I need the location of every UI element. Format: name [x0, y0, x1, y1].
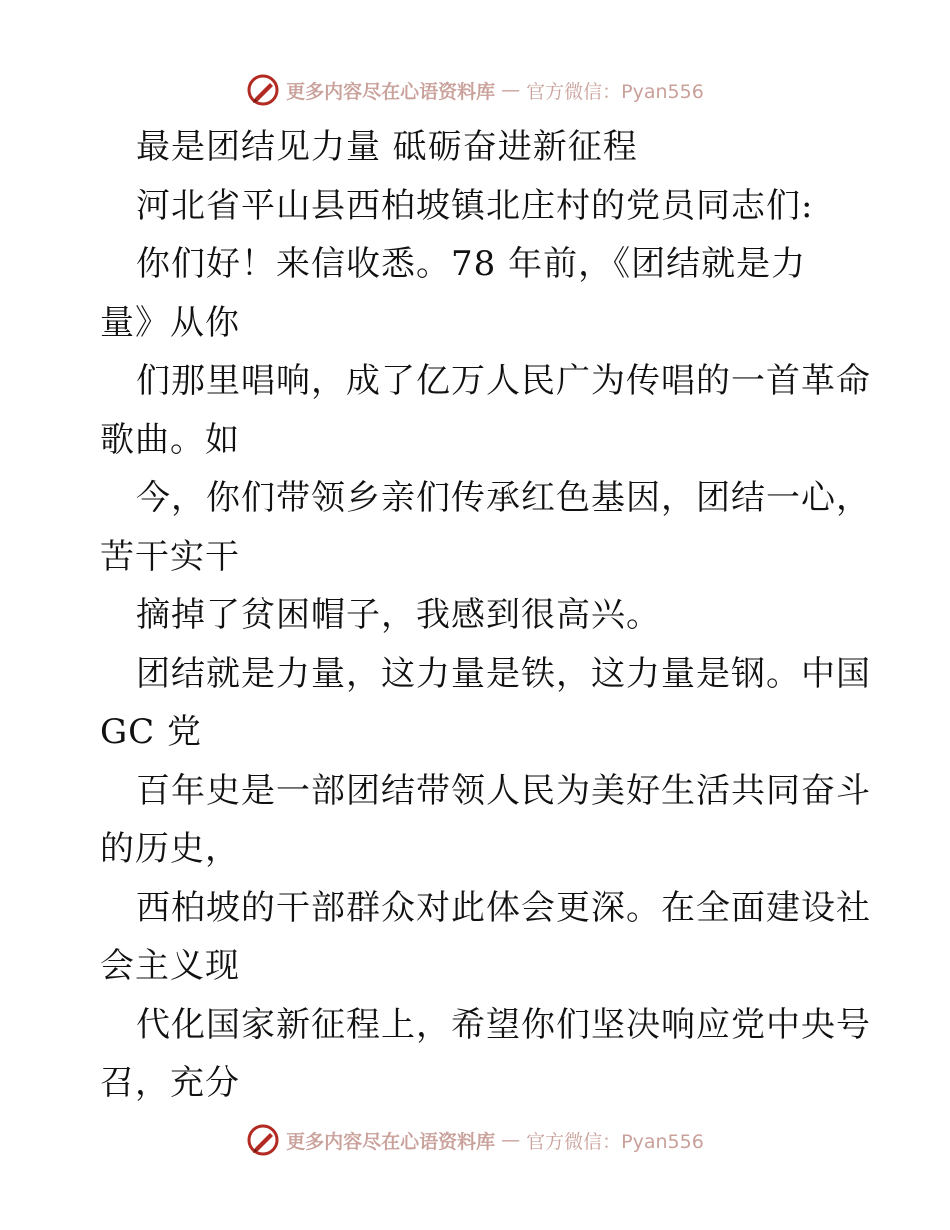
footer-separator: — [501, 1129, 521, 1151]
document-line: 摘掉了贫困帽子，我感到很高兴。 [136, 595, 661, 635]
document-body [100, 118, 871, 1113]
document-line: 你们好！来信收悉。78 年前，《团结就是力 [136, 244, 807, 284]
document-line: GC 党 [100, 712, 202, 752]
header-brand-text: 更多内容尽在心语资料库 [286, 80, 496, 103]
document-line: 召，充分 [100, 1063, 240, 1103]
header-watermark-inner [246, 73, 704, 107]
pen-logo-icon [246, 73, 280, 107]
document-line: 百年史是一部团结带领人民为美好生活共同奋斗 [136, 770, 871, 811]
document-line: 歌曲。如 [100, 419, 240, 460]
pen-logo-icon [246, 1123, 280, 1157]
footer-watermark [0, 1120, 950, 1160]
document-salutation: 河北省平山县西柏坡镇北庄村的党员同志们: [136, 185, 814, 226]
document-line: 的历史， [100, 829, 240, 869]
footer-brand-text: 更多内容尽在心语资料库 [286, 1130, 496, 1153]
document-line: 会主义现 [100, 946, 240, 986]
header-watermark [0, 70, 950, 110]
footer-watermark-inner [246, 1123, 704, 1157]
document-line: 量》从你 [100, 302, 240, 343]
header-separator: — [501, 79, 521, 101]
document-line: 团结就是力量，这力量是铁，这力量是钢。中国 [136, 653, 871, 694]
document-line: 今，你们带领乡亲们传承红色基因，团结一心， [136, 478, 871, 518]
document-line: 代化国家新征程上，希望你们坚决响应党中央号 [136, 1004, 871, 1045]
document-title: 最是团结见力量 砥砺奋进新征程 [136, 127, 638, 167]
document-line: 西柏坡的干部群众对此体会更深。在全面建设社 [136, 887, 871, 928]
header-wechat-text: 官方微信：Pyan556 [526, 80, 704, 103]
document-line: 苦干实干 [100, 536, 240, 577]
footer-wechat-text: 官方微信：Pyan556 [526, 1130, 704, 1153]
document-line: 们那里唱响，成了亿万人民广为传唱的一首革命 [136, 361, 871, 401]
